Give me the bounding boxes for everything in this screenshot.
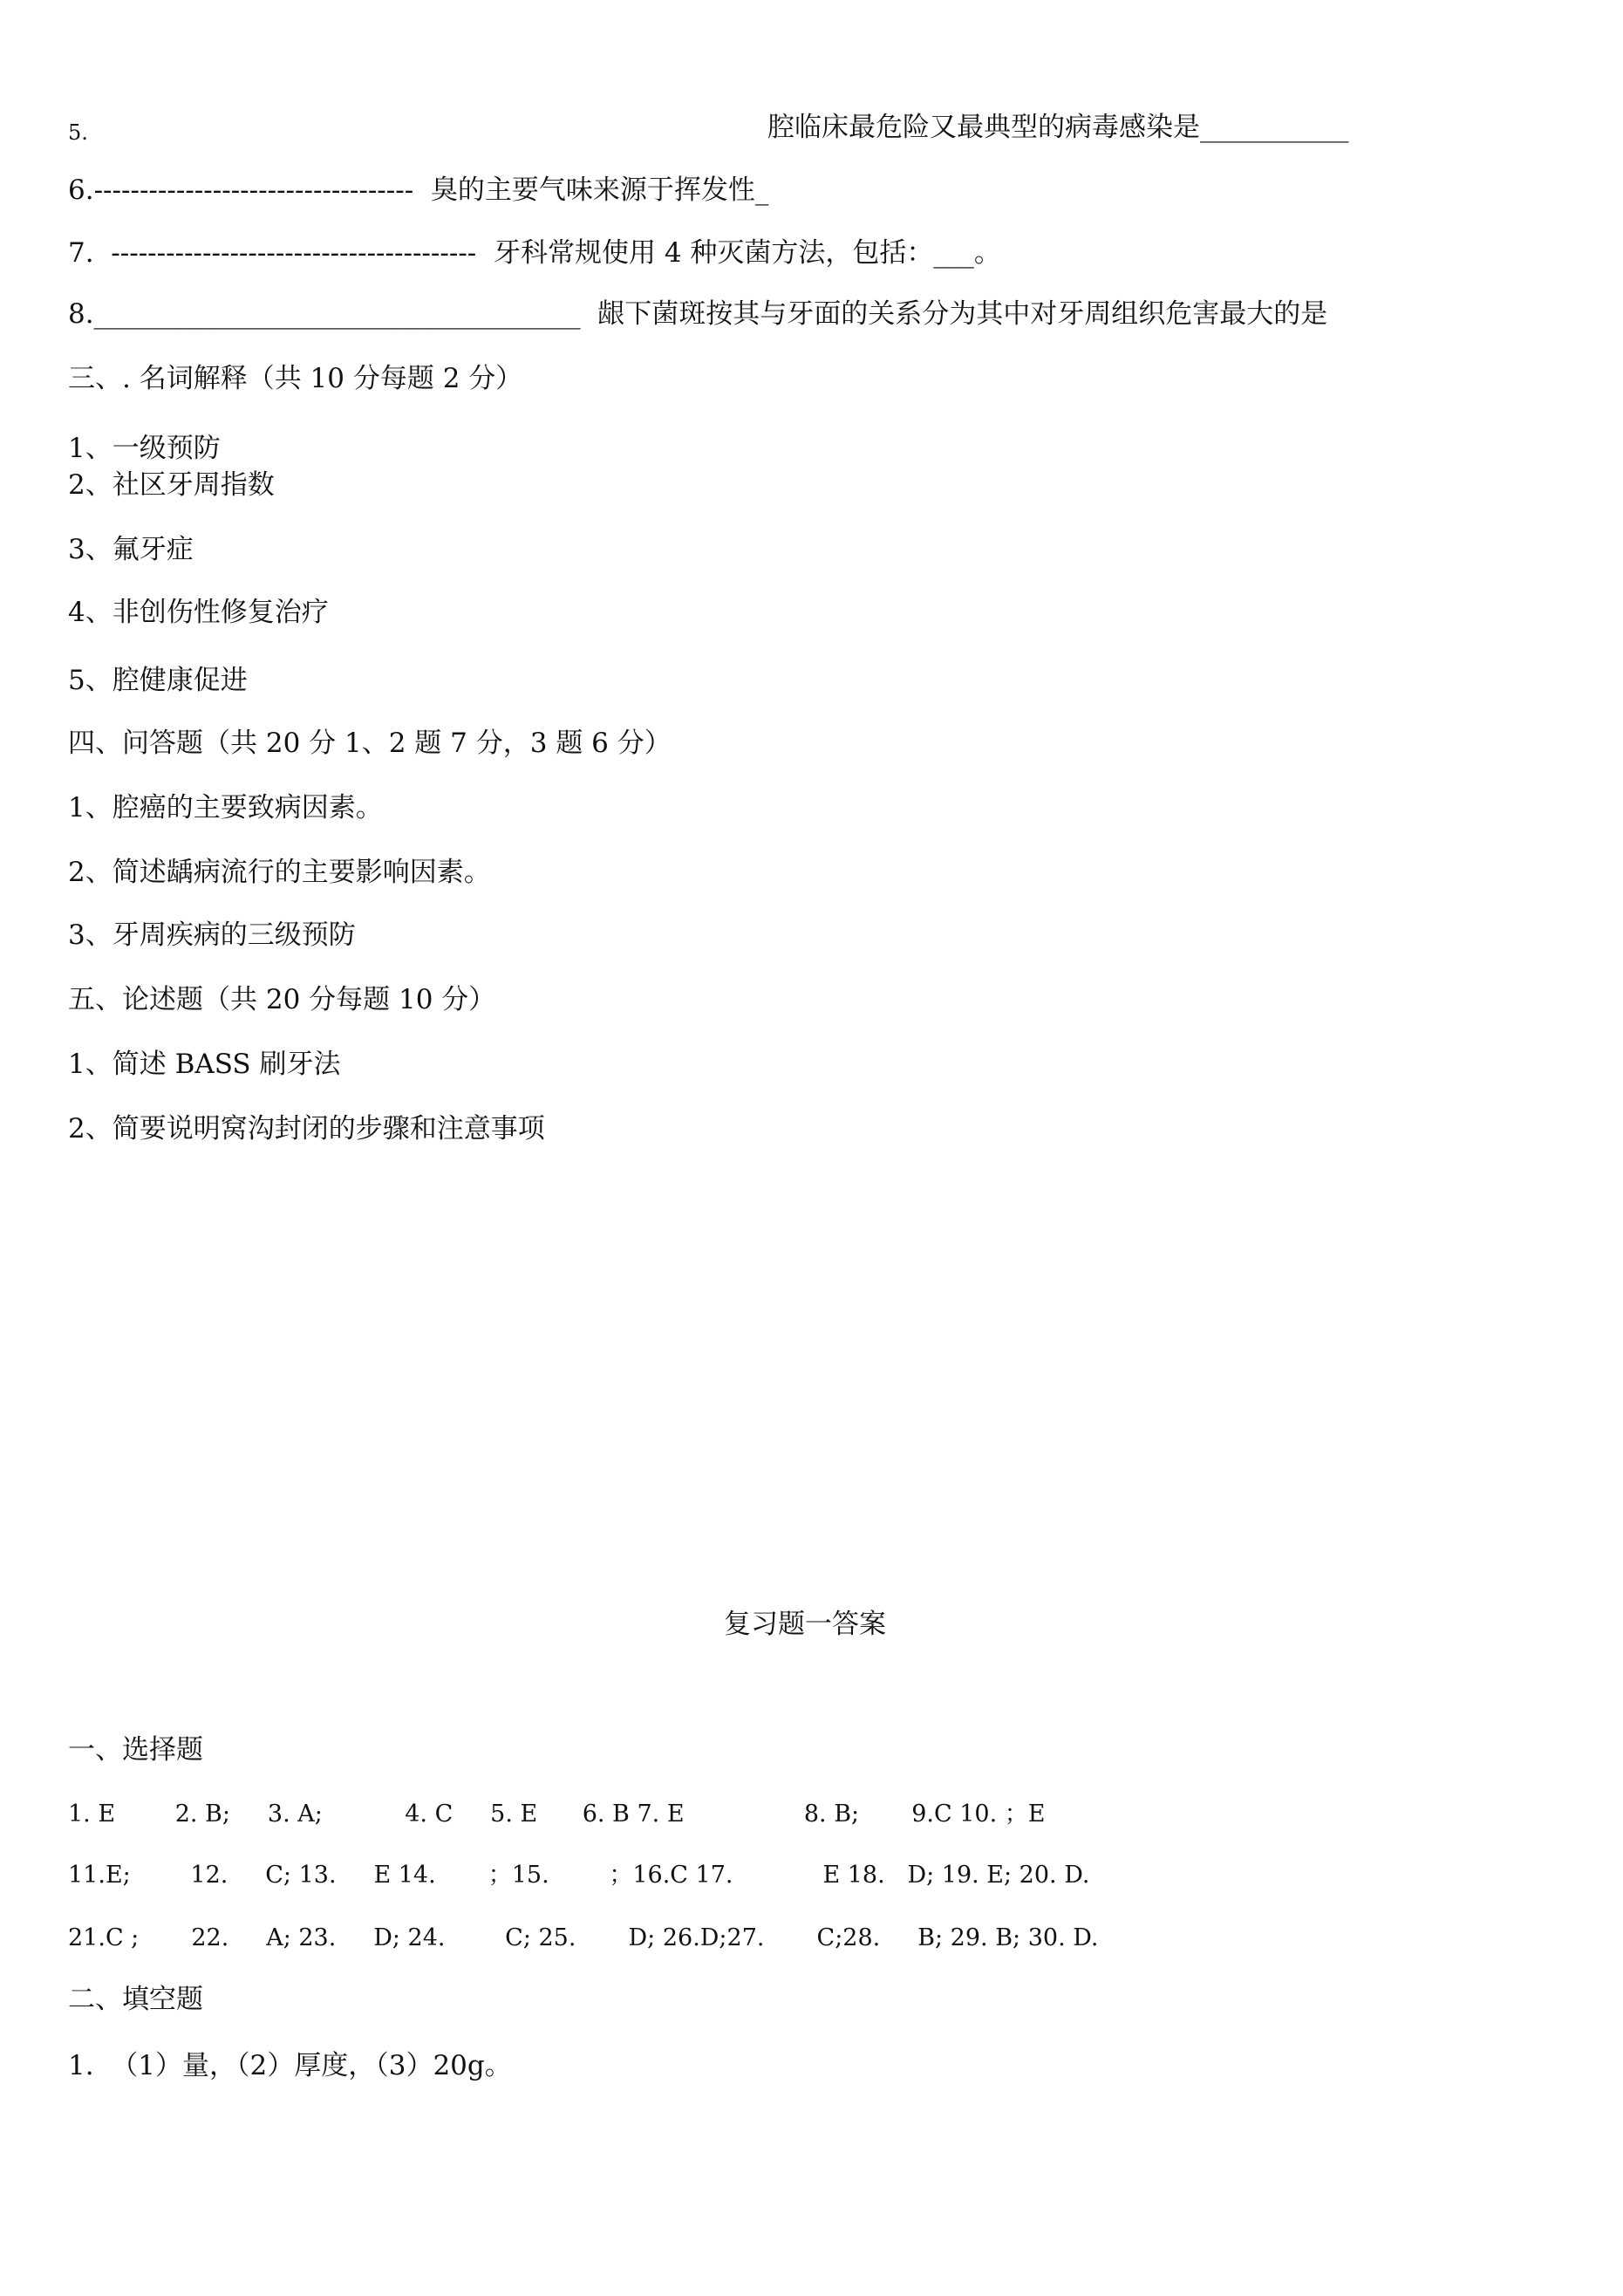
term-item: 5、腔健康促进 <box>68 665 248 696</box>
term-item: 1、一级预防 <box>68 433 221 464</box>
qa-item: 2、简述龋病流行的主要影响因素。 <box>68 857 491 888</box>
answer-row: 21.C ; 22. A; 23. D; 24. C; 25. D; 26.D;27. C;28. B; 29. B; 30. D. <box>68 1924 1099 1951</box>
section-4-title: 四、问答题（共 20 分 1、2 题 7 分，3 题 6 分） <box>68 728 672 759</box>
essay-item: 1、简述 BASS 刷牙法 <box>68 1049 341 1080</box>
question-6: 6.----------------------------------- 臭的主要气味来源于挥发性_ <box>68 174 769 206</box>
answer-row: 11.E; 12. C; 13. E 14. ；15. ；16.C 17. E 18. D; 19. E; 20. D. <box>68 1862 1090 1889</box>
term-item: 3、氟牙症 <box>68 534 194 565</box>
question-5-number: 5. <box>68 120 88 145</box>
question-8: 8.____________________________________ 龈下菌斑按其与牙面的关系分为其中对牙周组织危害最大的是 <box>68 298 1328 330</box>
fill-answer-1: 1. （1）量，（2）厚度，（3）20g。 <box>68 2050 512 2081</box>
answers-section-2-title: 二、填空题 <box>68 1984 203 2015</box>
qa-item: 3、牙周疾病的三级预防 <box>68 919 356 951</box>
answers-title: 复习题一答案 <box>724 1609 886 1640</box>
answers-section-1-title: 一、选择题 <box>68 1734 203 1766</box>
section-3-title: 三、. 名词解释（共 10 分每题 2 分） <box>68 363 523 394</box>
term-item: 2、社区牙周指数 <box>68 469 275 501</box>
answer-row: 1. E 2. B; 3. A; 4. C 5. E 6. B 7. E 8. B; 9.C 10. ；E <box>68 1801 1046 1828</box>
question-7: 7. ---------------------------------------- 牙科常规使用 4 种灭菌方法，包括：___。 <box>68 237 1001 269</box>
question-5-text: 腔临床最危险又最典型的病毒感染是___________ <box>767 112 1349 143</box>
term-item: 4、非创伤性修复治疗 <box>68 597 329 628</box>
essay-item: 2、简要说明窝沟封闭的步骤和注意事项 <box>68 1113 545 1145</box>
section-5-title: 五、论述题（共 20 分每题 10 分） <box>68 984 496 1015</box>
qa-item: 1、腔癌的主要致病因素。 <box>68 792 383 823</box>
